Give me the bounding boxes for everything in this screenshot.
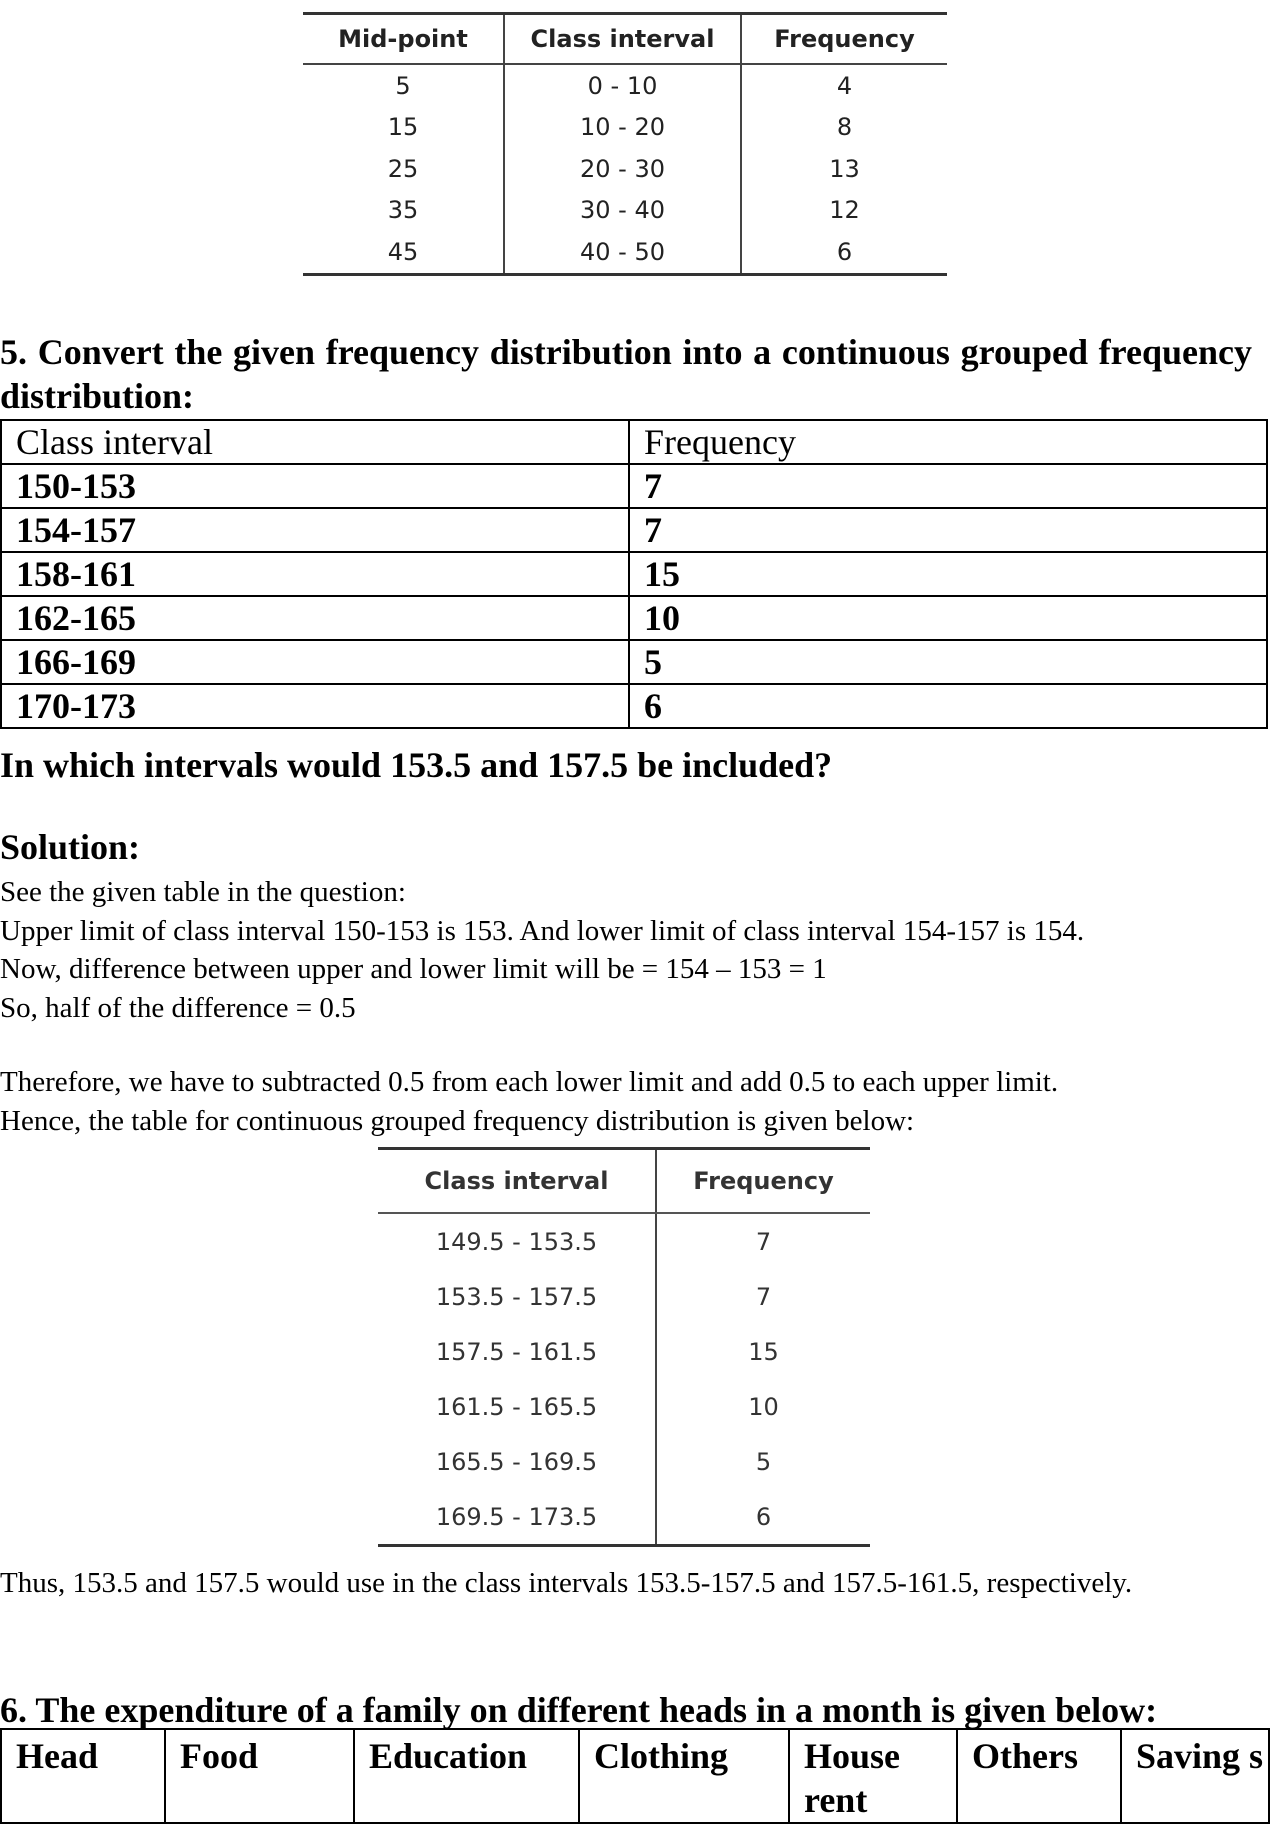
- table-row: [303, 231, 947, 274]
- question-5-text: In which intervals would 153.5 and 157.5 be included?: [0, 745, 833, 785]
- table-cell: 40 - 50: [504, 231, 741, 274]
- table-cell: 5: [755, 1447, 772, 1476]
- solution-conclusion: Thus, 153.5 and 157.5 would use in the class intervals 153.5-157.5 and 157.5-161.5, respectively.: [0, 1567, 1133, 1599]
- text-line: Hence, the table for continuous grouped frequency distribution is given below:: [0, 1104, 915, 1137]
- table-row: [1, 552, 1267, 596]
- midpoint-table: [303, 12, 947, 276]
- header-class-interval: Class interval: [1, 420, 629, 464]
- table-cell: 158-161: [1, 552, 629, 596]
- header-frequency: Frequency: [656, 1149, 870, 1214]
- table-cell: 12: [829, 196, 860, 225]
- solution-paragraph-2: [0, 1063, 1058, 1140]
- table-row: [1, 508, 1267, 552]
- midpoint-table-header: [303, 14, 947, 65]
- table-cell: 161.5 - 165.5: [378, 1379, 656, 1434]
- table-cell: 30 - 40: [504, 190, 741, 232]
- table-cell: 0 - 10: [504, 64, 741, 107]
- table-row: [378, 1379, 870, 1434]
- header-midpoint: Mid-point: [303, 14, 504, 65]
- question-5-table: [0, 419, 1268, 729]
- question-6-table-header: [1, 1729, 1269, 1823]
- table-cell: 166-169: [1, 640, 629, 684]
- text-line: See the given table in the question:: [0, 876, 406, 908]
- header-class-interval: Class interval: [378, 1149, 656, 1214]
- table-cell: 6: [741, 231, 947, 274]
- continuous-table-header: [378, 1149, 870, 1214]
- table-row: [1, 640, 1267, 684]
- table-cell: 5: [629, 640, 1267, 684]
- continuous-frequency-table: [378, 1147, 870, 1547]
- table-cell: 6: [629, 684, 1267, 728]
- table-cell: 162-165: [1, 596, 629, 640]
- table-cell: 4: [836, 71, 853, 100]
- table-row: [303, 190, 947, 232]
- table-cell: 150-153: [1, 464, 629, 508]
- table-cell: 20 - 30: [504, 148, 741, 190]
- table-cell: 7: [755, 1227, 772, 1256]
- header-education: Education: [354, 1729, 579, 1823]
- table-cell: 5: [395, 71, 411, 100]
- table-row: [378, 1324, 870, 1379]
- question-6-table: [0, 1728, 1270, 1824]
- header-savings: Saving s: [1121, 1729, 1269, 1823]
- table-cell: 157.5 - 161.5: [378, 1324, 656, 1379]
- table-row: [1, 684, 1267, 728]
- header-house-rent: House rent: [789, 1729, 957, 1823]
- text-line: Therefore, we have to subtracted 0.5 from each lower limit and add 0.5 to each upper limit.: [0, 1066, 1059, 1098]
- table-row: [303, 148, 947, 190]
- table-cell: 10 - 20: [504, 107, 741, 149]
- table-cell: 15: [748, 1337, 779, 1366]
- table-row: [303, 107, 947, 149]
- header-frequency: Frequency: [741, 14, 947, 65]
- table-row: [378, 1213, 870, 1269]
- table-cell: 7: [629, 464, 1267, 508]
- table-cell: 8: [836, 113, 853, 142]
- text-line: Now, difference between upper and lower limit will be = 154 – 153 = 1: [0, 953, 827, 985]
- table-cell: 7: [629, 508, 1267, 552]
- table-cell: 165.5 - 169.5: [378, 1434, 656, 1489]
- question-6-heading: 6. The expenditure of a family on different heads in a month is given below:: [0, 1690, 1158, 1730]
- table-row: [378, 1489, 870, 1546]
- table-cell: 10: [748, 1392, 779, 1421]
- table-cell: 154-157: [1, 508, 629, 552]
- table-cell: 153.5 - 157.5: [378, 1269, 656, 1324]
- table-cell: 6: [656, 1489, 870, 1546]
- table-cell: 25: [387, 154, 419, 183]
- solution-heading: Solution:: [0, 827, 141, 867]
- header-frequency: Frequency: [629, 420, 1267, 464]
- text-line: So, half of the difference = 0.5: [0, 991, 356, 1024]
- table-row: [1, 596, 1267, 640]
- table-cell: 35: [387, 196, 419, 225]
- table-row: [378, 1434, 870, 1489]
- table-cell: 170-173: [1, 684, 629, 728]
- header-food: Food: [165, 1729, 354, 1823]
- question-5-heading: 5. Convert the given frequency distribution into a continuous grouped frequency distribution:: [0, 332, 1252, 416]
- table-cell: 15: [629, 552, 1267, 596]
- table-row: [378, 1269, 870, 1324]
- header-others: Others: [957, 1729, 1121, 1823]
- header-clothing: Clothing: [579, 1729, 789, 1823]
- text-line: Upper limit of class interval 150-153 is 153. And lower limit of class interval 154-157 is 154.: [0, 914, 1085, 947]
- header-class-interval: Class interval: [504, 14, 741, 65]
- table-row: [303, 64, 947, 107]
- table-cell: 10: [629, 596, 1267, 640]
- table-cell: 15: [387, 113, 419, 142]
- table-cell: 45: [303, 231, 504, 274]
- question-5-table-header: [1, 420, 1267, 464]
- table-cell: 7: [755, 1282, 772, 1311]
- header-head: Head: [1, 1729, 165, 1823]
- table-row: [1, 464, 1267, 508]
- table-cell: 13: [829, 154, 860, 183]
- table-cell: 149.5 - 153.5: [378, 1213, 656, 1269]
- table-cell: 169.5 - 173.5: [378, 1489, 656, 1546]
- solution-paragraph-1: [0, 873, 1084, 1027]
